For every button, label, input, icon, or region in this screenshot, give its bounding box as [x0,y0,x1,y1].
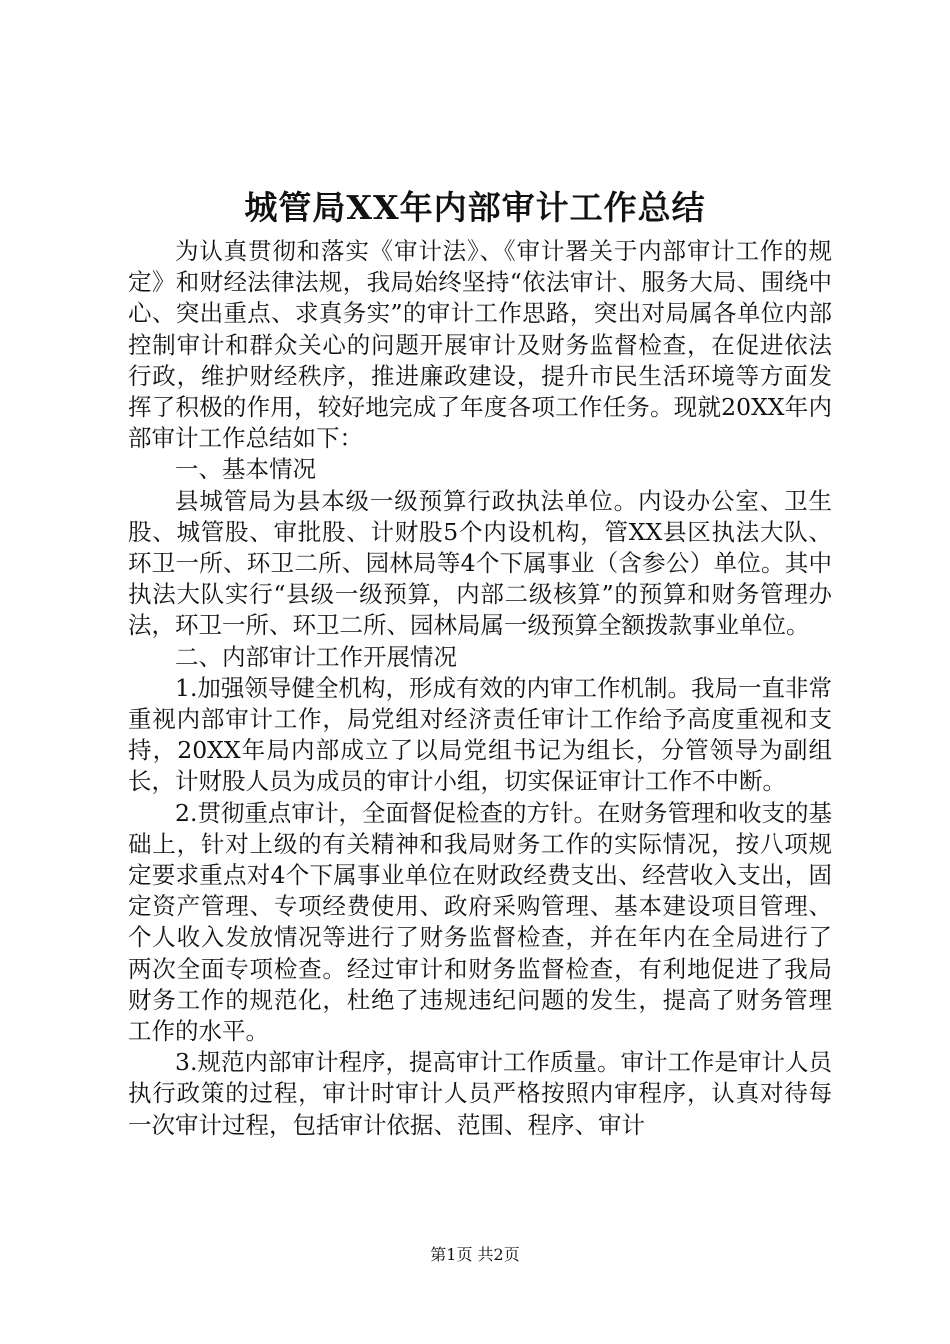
document-body [128,236,832,1141]
work-item-1-paragraph: 1.加强领导健全机构，形成有效的内审工作机制。我局一直非常重视内部审计工作，局党组对经济责任审计工作给予高度重视和支持，20XX年局内部成立了以局党组书记为组长，分管领导为副组长，计财股人员为成员的审计小组，切实保证审计工作不中断。 [128,673,832,796]
work-item-2-paragraph: 2.贯彻重点审计，全面督促检查的方针。在财务管理和收支的基础上，针对上级的有关精神和我局财务工作的实际情况，按八项规定要求重点对4个下属事业单位在财政经费支出、经营收入支出，固定资产管理、专项经费使用、政府采购管理、基本建设项目管理、个人收入发放情况等进行了财务监督检查，并在年内在全局进行了两次全面专项检查。经过审计和财务监督检查，有利地促进了我局财务工作的规范化，杜绝了违规违纪问题的发生，提高了财务管理工作的水平。 [128,798,832,1046]
section-heading-basic: 一、基本情况 [175,455,316,484]
basic-info-paragraph: 县城管局为县本级一级预算行政执法单位。内设办公室、卫生股、城管股、审批股、计财股5个内设机构，管XX县区执法大队、环卫一所、环卫二所、园林局等4个下属事业（含参公）单位。其中执法大队实行“县级一级预算，内部二级核算”的预算和财务管理办法，环卫一所、环卫二所、园林局属一级预算全额拨款事业单位。 [128,486,832,640]
page-number-footer: 第1页 共2页 [430,1245,520,1264]
document-title: 城管局XX年内部审计工作总结 [244,188,706,227]
intro-paragraph: 为认真贯彻和落实《审计法》、《审计署关于内部审计工作的规定》和财经法律法规，我局始终坚持“依法审计、服务大局、围绕中心、突出重点、求真务实”的审计工作思路，突出对局属各单位内部控制审计和群众关心的问题开展审计及财务监督检查，在促进依法行政，维护财经秩序，推进廉政建设，提升市民生活环境等方面发挥了积极的作用，较好地完成了年度各项工作任务。现就20XX年内部审计工作总结如下： [128,237,832,453]
section-heading-work: 二、内部审计工作开展情况 [175,642,457,671]
work-item-3-paragraph: 3.规范内部审计程序，提高审计工作质量。审计工作是审计人员执行政策的过程，审计时审计人员严格按照内审程序，认真对待每一次审计过程，包括审计依据、范围、程序、审计 [128,1048,832,1139]
